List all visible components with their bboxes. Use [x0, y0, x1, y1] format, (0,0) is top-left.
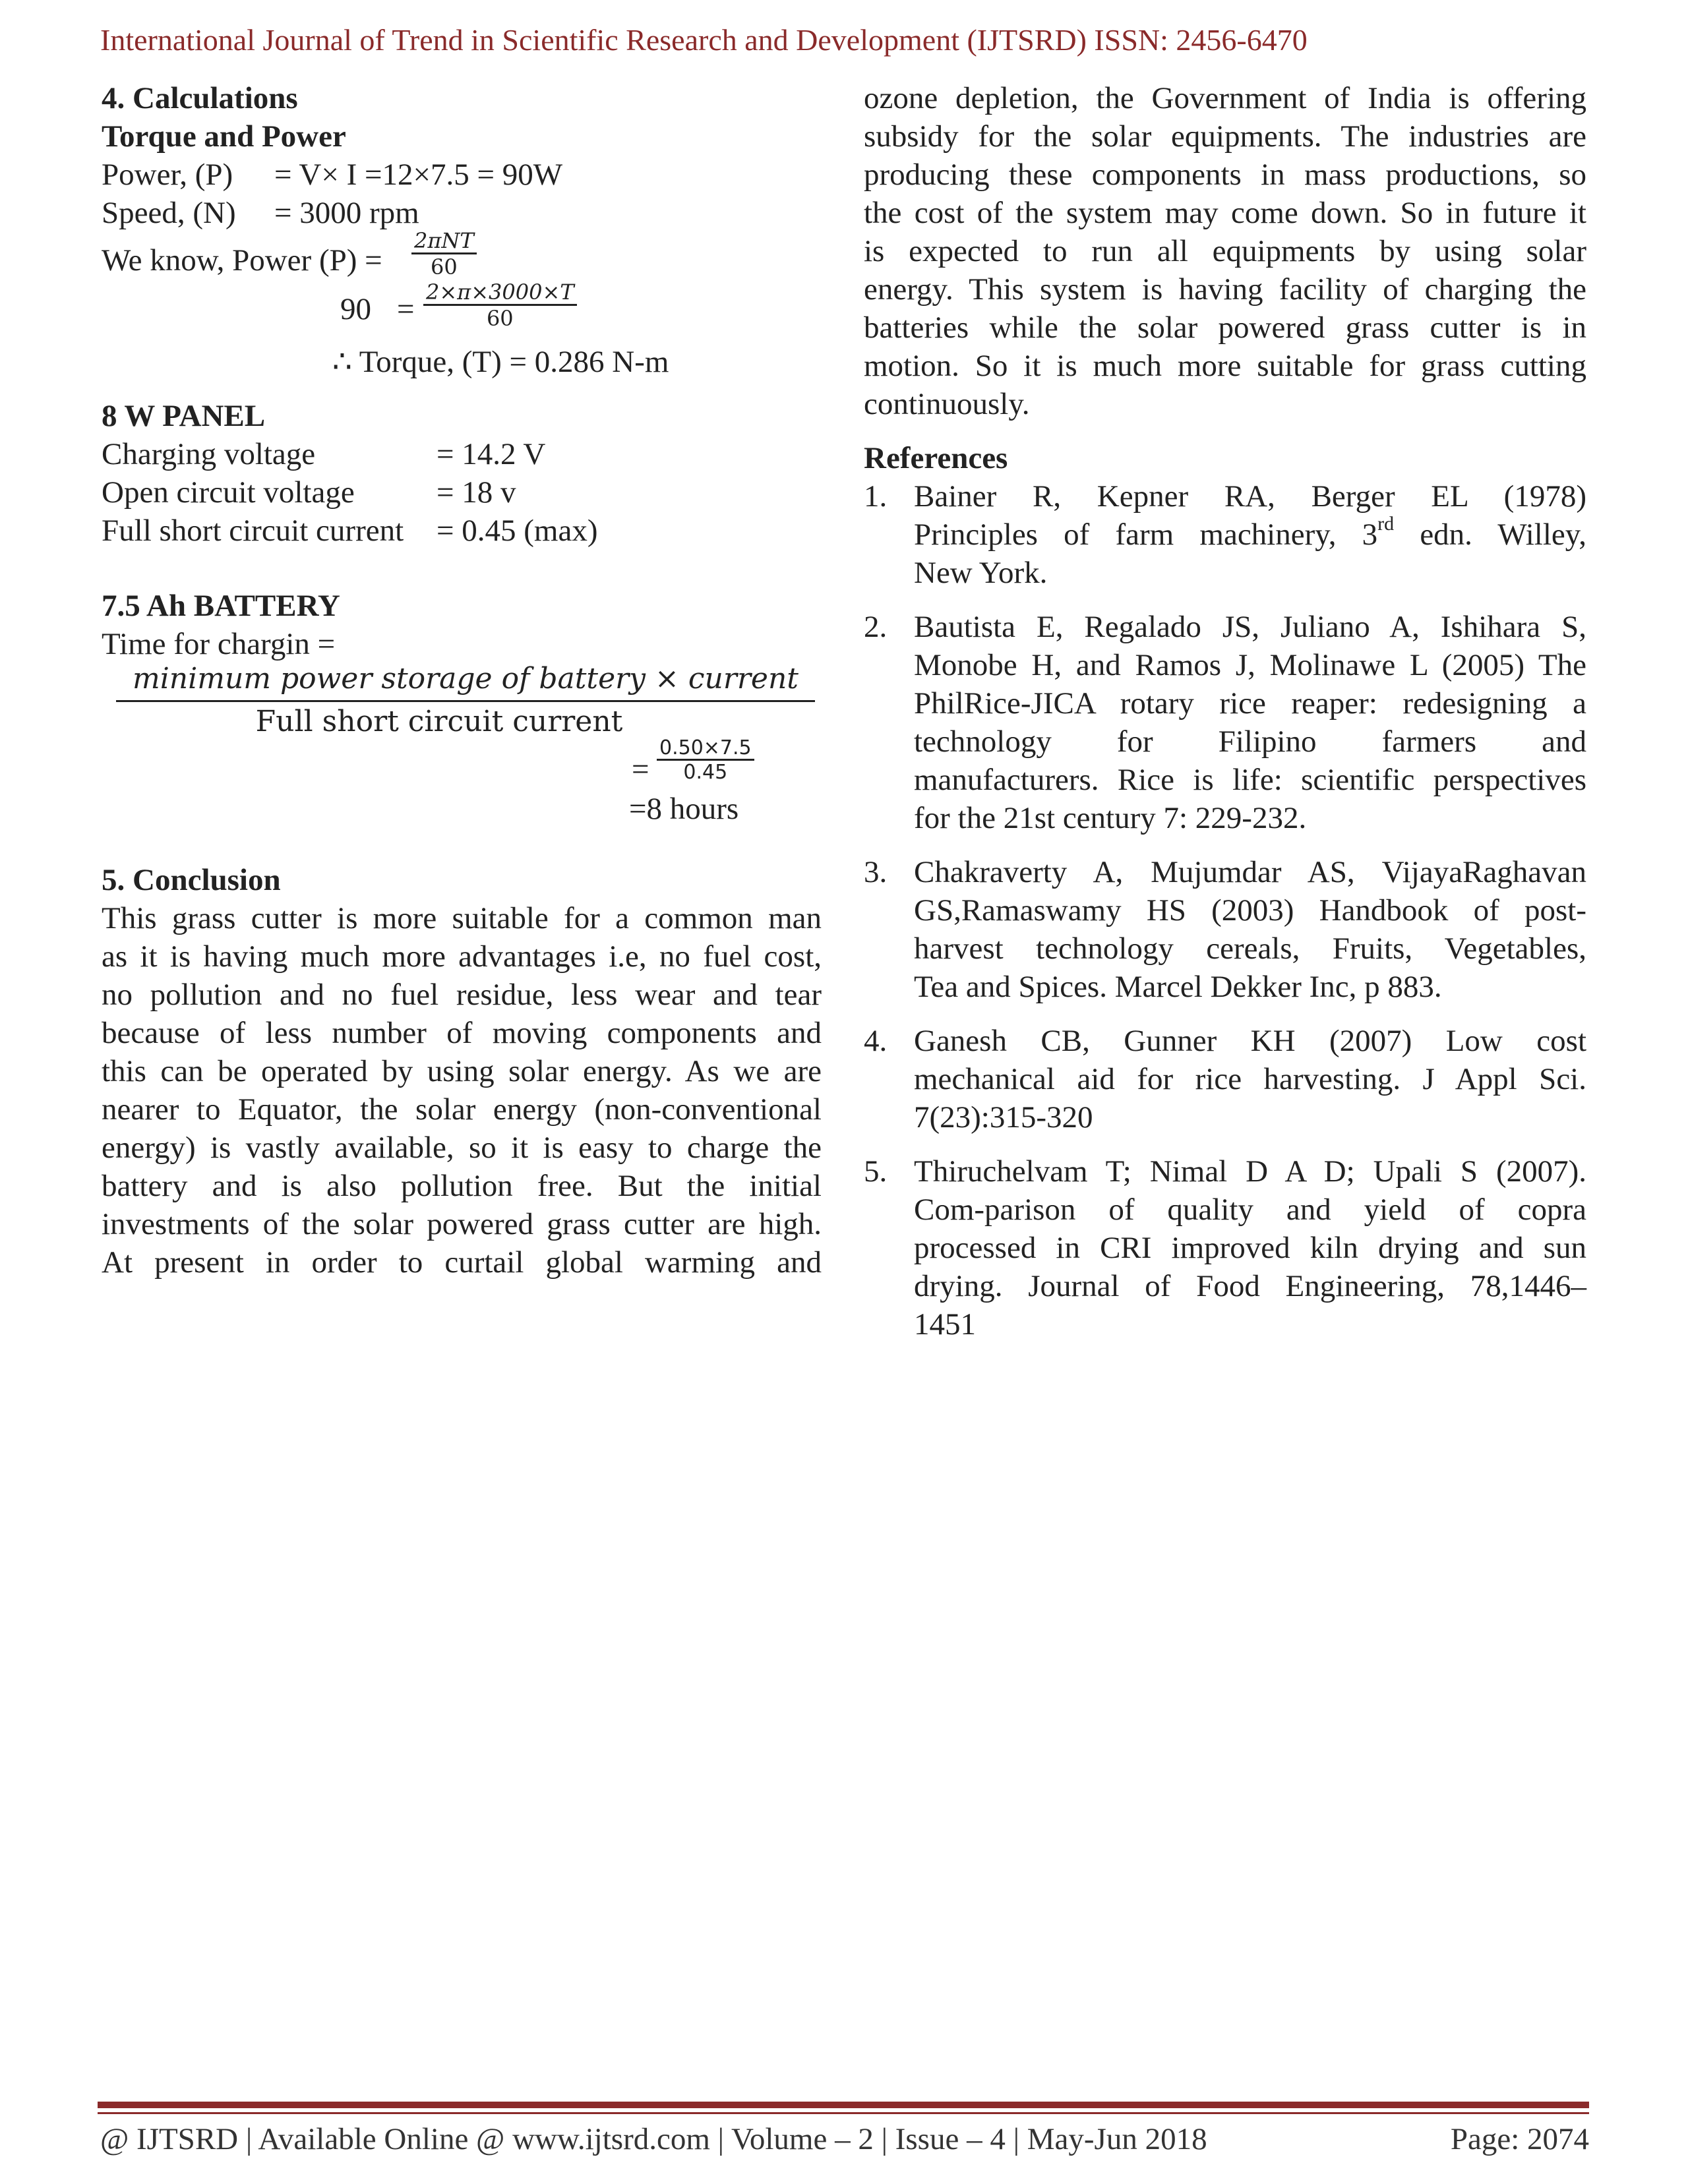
reference-line: Com-parison of quality and yield of copra — [914, 1193, 1586, 1227]
reference-line: GS,Ramaswamy HS (2003) Handbook of post- — [914, 893, 1586, 928]
conclusion-line: batteries while the solar powered grass cutter is in — [864, 310, 1586, 345]
time-fraction — [116, 663, 815, 740]
conclusion-line: ozone depletion, the Government of India is offering — [864, 81, 1586, 115]
power-value: = V× I =12×7.5 = 90W — [274, 158, 563, 192]
reference-number: 5. — [864, 1154, 888, 1189]
torque-result: ∴ Torque, (T) = 0.286 N-m — [332, 345, 669, 379]
torque-fraction — [423, 281, 577, 332]
footer-rule — [98, 2102, 1589, 2108]
time-label: Time for chargin = — [102, 627, 336, 661]
time-fraction-row — [102, 663, 822, 744]
time-fraction-numerator: minimum power storage of battery × current — [116, 663, 815, 702]
power-row — [102, 156, 822, 194]
panel-label: Charging voltage — [102, 437, 316, 471]
reference-line: for the 21st century 7: 229-232. — [914, 801, 1307, 835]
calc-fraction — [657, 737, 754, 784]
reference-item — [864, 1022, 1586, 1136]
torque-fraction-numerator: 2×π×3000×T — [423, 281, 577, 306]
torque-fraction-denominator: 60 — [486, 306, 514, 332]
conclusion-continued — [864, 79, 1586, 423]
panel-row — [102, 473, 822, 512]
reference-line: Thiruchelvam T; Nimal D A D; Upali S (2007). — [914, 1154, 1586, 1189]
conclusion-line: nearer to Equator, the solar energy (non-conventional — [102, 1092, 822, 1127]
conclusion-body — [102, 899, 822, 1282]
conclusion-line: because of less number of moving components and — [102, 1016, 822, 1050]
reference-line: processed in CRI improved kiln drying and sun — [914, 1231, 1586, 1265]
conclusion-line: the cost of the system may come down. So in future it — [864, 196, 1586, 230]
time-fraction-denominator: Full short circuit current — [255, 705, 623, 739]
reference-line: Ganesh CB, Gunner KH (2007) Low cost — [914, 1024, 1586, 1058]
conclusion-line: no pollution and no fuel residue, less wear and tear — [102, 978, 822, 1012]
conclusion-line: as it is having much more advantages i.e, no fuel cost, — [102, 939, 822, 974]
panel-row — [102, 435, 822, 473]
conclusion-line: investments of the solar powered grass cutter are high. — [102, 1207, 822, 1241]
reference-number: 1. — [864, 479, 888, 514]
footer-rule-thin — [98, 2112, 1589, 2114]
conclusion-line: This grass cutter is more suitable for a common man — [102, 901, 822, 935]
panel-label: Open circuit voltage — [102, 475, 355, 510]
panel-value: = 18 v — [437, 475, 516, 510]
references-heading: References — [864, 441, 1008, 475]
power-formula-denominator: 60 — [431, 254, 458, 280]
reference-item — [864, 608, 1586, 837]
reference-number: 4. — [864, 1024, 888, 1058]
reference-line — [914, 513, 1586, 554]
calc-denominator: 0.45 — [683, 761, 728, 784]
reference-line: Bautista E, Regalado JS, Juliano A, Ishihara S, — [914, 610, 1586, 644]
reference-line: mechanical aid for rice harvesting. J Appl Sci. — [914, 1062, 1586, 1096]
equation-equals: = — [397, 292, 415, 326]
reference-line: harvest technology cereals, Fruits, Vegetables, — [914, 931, 1586, 966]
torque-heading: Torque and Power — [102, 119, 346, 154]
panel-row — [102, 512, 822, 550]
power-formula-numerator: 2πNT — [411, 229, 477, 254]
page-number: Page: 2074 — [1450, 2122, 1589, 2156]
power-formula-label: We know, Power (P) = — [102, 243, 382, 278]
reference-line: 1451 — [914, 1307, 976, 1342]
right-column — [864, 79, 1586, 1359]
equation-lhs: 90 — [340, 292, 371, 326]
conclusion-line: producing these components in mass productions, so — [864, 158, 1586, 192]
reference-line: Tea and Spices. Marcel Dekker Inc, p 883. — [914, 970, 1442, 1004]
speed-value: = 3000 rpm — [274, 196, 419, 230]
torque-result-row — [102, 343, 822, 381]
superscript: rd — [1377, 513, 1395, 535]
hours-result: =8 hours — [629, 792, 739, 826]
speed-row — [102, 194, 822, 232]
reference-line: Chakraverty A, Mujumdar AS, VijayaRaghavan — [914, 855, 1586, 889]
reference-line: manufacturers. Rice is life: scientific perspectives — [914, 763, 1586, 797]
page-footer — [100, 2121, 1589, 2157]
battery-heading: 7.5 Ah BATTERY — [102, 589, 340, 623]
panel-label: Full short circuit current — [102, 514, 404, 548]
conclusion-line: battery and is also pollution free. But the initial — [102, 1169, 822, 1203]
reference-line: New York. — [914, 556, 1048, 590]
conclusion-line: this can be operated by using solar energy. As we are — [102, 1054, 822, 1088]
reference-line: technology for Filipino farmers and — [914, 724, 1586, 759]
conclusion-heading: 5. Conclusion — [102, 863, 281, 897]
reference-number: 3. — [864, 855, 888, 889]
conclusion-line: At present in order to curtail global warming and — [102, 1245, 822, 1280]
conclusion-line: motion. So it is much more suitable for grass cutting — [864, 349, 1586, 383]
reference-line: 7(23):315-320 — [914, 1100, 1093, 1135]
reference-item — [864, 1152, 1586, 1343]
reference-line: drying. Journal of Food Engineering, 78,1446– — [914, 1269, 1586, 1303]
calculations-heading: 4. Calculations — [102, 81, 298, 115]
panel-value: = 0.45 (max) — [437, 514, 598, 548]
conclusion-line: energy. This system is having facility of charging the — [864, 272, 1586, 307]
torque-equation-row — [102, 280, 822, 343]
reference-text: Principles of farm machinery, 3 — [914, 517, 1378, 552]
reference-line: Monobe H, and Ramos J, Molinawe L (2005) The — [914, 648, 1586, 682]
calc-numerator: 0.50×7.5 — [657, 737, 754, 761]
conclusion-line: continuously. — [864, 387, 1030, 421]
speed-label: Speed, (N) — [102, 196, 236, 230]
conclusion-line: subsidy for the solar equipments. The industries are — [864, 119, 1586, 154]
footer-info: @ IJTSRD | Available Online @ www.ijtsrd.com | Volume – 2 | Issue – 4 | May-Jun 2018 — [100, 2122, 1207, 2156]
reference-number: 2. — [864, 610, 888, 644]
hours-row — [102, 790, 822, 828]
journal-header: International Journal of Trend in Scientific Research and Development (IJTSRD) ISSN: 2456-6470 — [100, 23, 1308, 57]
panel-value: = 14.2 V — [437, 437, 546, 471]
power-label: Power, (P) — [102, 158, 233, 192]
reference-text: edn. Willey, — [1394, 517, 1586, 552]
reference-line: Bainer R, Kepner RA, Berger EL (1978) — [914, 479, 1586, 514]
calc-equals: = — [632, 752, 649, 786]
reference-line: PhilRice-JICA rotary rice reaper: redesigning a — [914, 686, 1586, 721]
panel-heading: 8 W PANEL — [102, 399, 266, 433]
reference-item — [864, 853, 1586, 1006]
power-formula-fraction — [411, 229, 477, 280]
conclusion-line: is expected to run all equipments by using solar — [864, 234, 1586, 268]
reference-item — [864, 477, 1586, 592]
calc-row — [102, 736, 822, 790]
left-column — [102, 79, 822, 1282]
power-formula-row — [102, 228, 822, 280]
conclusion-line: energy) is vastly available, so it is easy to charge the — [102, 1131, 822, 1165]
